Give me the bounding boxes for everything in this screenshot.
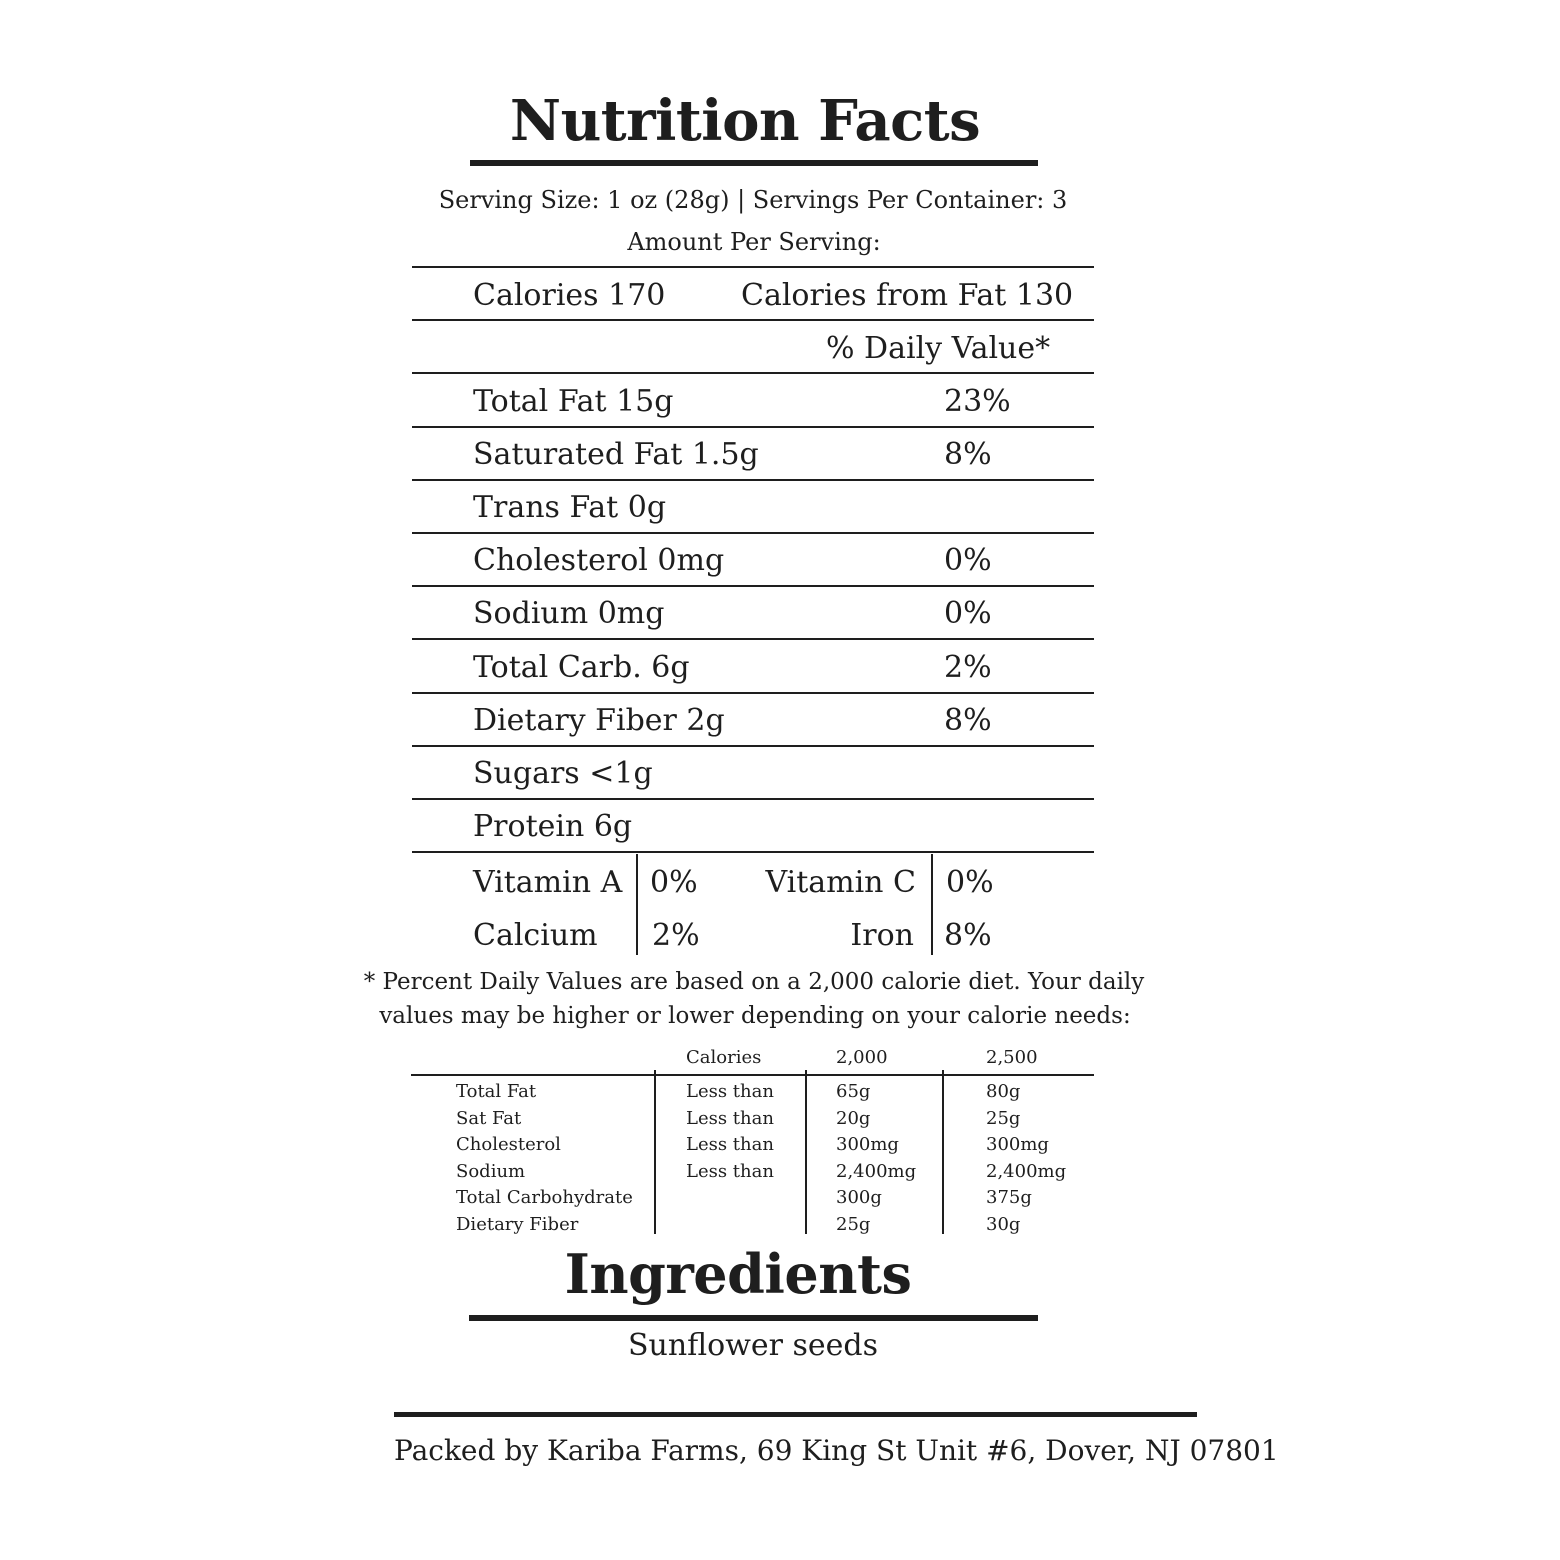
nutrient-row-rule xyxy=(412,479,1094,481)
ref-row-qualifier: Less than xyxy=(686,1081,774,1102)
nutrient-label: Sugars <1g xyxy=(473,755,653,791)
ref-header-2000: 2,000 xyxy=(836,1047,888,1068)
nutrient-daily-value: 0% xyxy=(944,596,992,632)
ref-row-2000: 300g xyxy=(836,1187,882,1208)
ref-row-name: Sat Fat xyxy=(456,1107,522,1129)
vitamin-a-value: 0% xyxy=(650,865,698,900)
ref-header-calories: Calories xyxy=(686,1047,762,1068)
vitamin-c-value: 0% xyxy=(946,865,994,900)
nutrient-label: Saturated Fat 1.5g xyxy=(473,437,759,473)
ref-row-2500: 300mg xyxy=(986,1134,1049,1155)
title-thick-rule xyxy=(470,160,1038,166)
nutrient-row-rule xyxy=(412,638,1094,640)
footnote-line-1: * Percent Daily Values are based on a 2,000 calorie diet. Your daily xyxy=(363,969,1145,995)
ref-row-2000: 65g xyxy=(836,1081,871,1102)
nutrient-row-rule xyxy=(412,532,1094,534)
vitamin-c-label: Vitamin C xyxy=(765,865,916,900)
ref-row-2000: 300mg xyxy=(836,1134,899,1155)
nutrient-label: Trans Fat 0g xyxy=(473,490,667,526)
ref-row-name: Cholesterol xyxy=(456,1134,561,1155)
nutrient-row-rule xyxy=(412,745,1094,747)
calcium-label: Calcium xyxy=(473,918,598,953)
iron-value: 8% xyxy=(944,918,992,953)
daily-value-rule xyxy=(412,372,1094,374)
iron-label: Iron xyxy=(850,918,914,953)
nutrient-daily-value: 8% xyxy=(944,437,992,473)
ref-row-2500: 25g xyxy=(986,1107,1021,1129)
nutrient-daily-value: 23% xyxy=(944,384,1011,419)
daily-value-header: % Daily Value* xyxy=(826,331,1051,366)
calcium-value: 2% xyxy=(652,918,700,953)
ref-divider-3 xyxy=(942,1070,944,1234)
ref-divider-1 xyxy=(654,1070,656,1234)
ref-row-name: Total Fat xyxy=(456,1081,537,1102)
nutrient-row-rule xyxy=(412,798,1094,800)
ingredients-text: Sunflower seeds xyxy=(627,1328,879,1363)
nutrient-label: Total Carb. 6g xyxy=(473,649,690,685)
serving-size-line: Serving Size: 1 oz (28g) | Servings Per Container: 3 xyxy=(438,186,1068,214)
ref-row-2000: 2,400mg xyxy=(836,1160,917,1182)
nutrition-facts-title: Nutrition Facts xyxy=(509,88,981,154)
ref-header-rule xyxy=(411,1074,1094,1076)
amount-per-serving: Amount Per Serving: xyxy=(627,228,881,256)
nutrient-label: Cholesterol 0mg xyxy=(473,543,725,579)
ingredients-thick-rule xyxy=(469,1315,1038,1321)
nutrient-label: Sodium 0mg xyxy=(473,596,665,632)
nutrient-row-rule xyxy=(412,851,1094,853)
ref-row-name: Sodium xyxy=(456,1160,526,1182)
ref-header-2500: 2,500 xyxy=(986,1047,1038,1068)
vitamin-a-label: Vitamin A xyxy=(473,865,623,900)
footnote-line-2: values may be higher or lower depending on your calorie needs: xyxy=(379,1003,1131,1029)
ref-row-qualifier: Less than xyxy=(686,1107,774,1129)
calories-label: Calories 170 xyxy=(473,278,666,313)
nutrient-row-rule xyxy=(412,692,1094,694)
nutrient-daily-value: 8% xyxy=(944,702,992,738)
ref-row-qualifier: Less than xyxy=(686,1160,774,1182)
vitamin-divider-right xyxy=(931,854,933,955)
ref-row-name: Dietary Fiber xyxy=(456,1213,579,1235)
nutrient-daily-value: 2% xyxy=(944,649,992,685)
nutrient-row-rule xyxy=(412,426,1094,428)
nutrient-row-rule xyxy=(412,585,1094,587)
ref-row-2000: 25g xyxy=(836,1213,871,1235)
ref-row-2500: 80g xyxy=(986,1081,1021,1102)
calories-from-fat-label: Calories from Fat 130 xyxy=(741,278,1074,313)
ref-row-2500: 2,400mg xyxy=(986,1160,1067,1182)
nutrient-label: Protein 6g xyxy=(473,808,633,844)
ref-divider-2 xyxy=(805,1070,807,1234)
ref-row-name: Total Carbohydrate xyxy=(456,1187,633,1208)
nutrient-label: Dietary Fiber 2g xyxy=(473,702,725,738)
packed-by-rule xyxy=(394,1412,1197,1417)
nutrient-label: Total Fat 15g xyxy=(473,384,674,419)
ref-row-2500: 375g xyxy=(986,1187,1032,1208)
ref-row-2500: 30g xyxy=(986,1213,1021,1235)
calories-bottom-rule xyxy=(412,319,1094,321)
calories-top-rule xyxy=(412,266,1094,268)
nutrient-daily-value: 0% xyxy=(944,543,992,579)
ref-row-2000: 20g xyxy=(836,1107,871,1129)
ref-row-qualifier: Less than xyxy=(686,1134,774,1155)
vitamin-divider-left xyxy=(636,854,638,955)
ingredients-title: Ingredients xyxy=(564,1242,912,1306)
packed-by-text: Packed by Kariba Farms, 69 King St Unit #6, Dover, NJ 07801 xyxy=(394,1434,1279,1467)
